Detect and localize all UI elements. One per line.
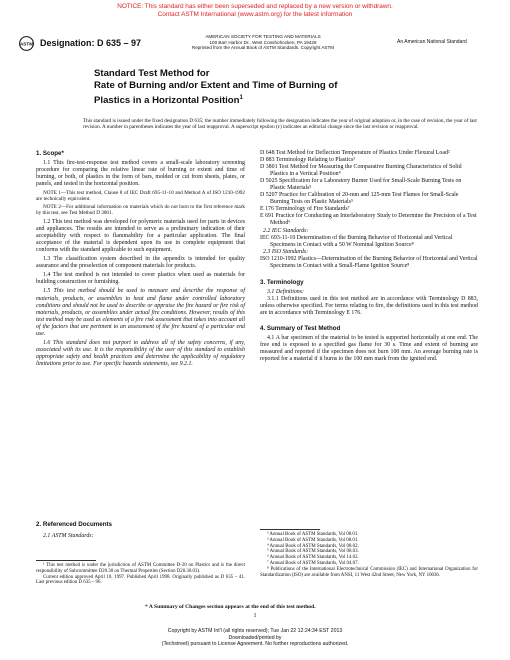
ref-d883: D 883 Terminology Relating to Plastics³ xyxy=(260,157,355,164)
title-footnote-mark: 1 xyxy=(239,95,243,102)
para-1-5: 1.5 This test method should be used to measure and describe the response of materials, products, or assemblies to heat and flame under controlled laboratory conditions and should not be used to describe or appraise the fire hazard or fire risk of materials, products, or assemblies under actual fire conditions. However, results of this test method may be used as elements of a fire risk assessment that takes into account all of the factors that are pertinent to an assessment of the fire hazard of a particular end use. xyxy=(36,288,245,337)
para-1-1: 1.1 This fire-test-response test method covers a small-scale laboratory screening procedure for comparing the relative linear rate of burning or extent and time of burning, or both, of plastics in the form of bars, molded or cut from sheets, plates, or panels, and tested in the horizontal position. xyxy=(36,160,245,188)
society-reprint: Reprinted from the Annual Book of ASTM Standards. Copyright ASTM xyxy=(191,45,335,51)
ref-e691: E 691 Practice for Conducting an Interlaboratory Study to Determine the Precision of a Test Method⁶ xyxy=(260,213,477,227)
ref-d648: D 648 Test Method for Deflection Temperature of Plastics Under Flexural Load² xyxy=(260,150,450,156)
para-3-1-1: 3.1.1 Definitions used in this test method are in accordance with Terminology D 883, unless otherwise specified. For terms relating to fire, the definitions used in this test method are in accordance with Terminology E 176. xyxy=(260,295,478,316)
note-2: NOTE 2—For additional information on materials which do not burn to the first reference mark by this test, see Test Method D 3801. xyxy=(36,203,245,216)
section-3-heading: 3. Terminology xyxy=(260,278,304,286)
astm-reference-list xyxy=(260,150,478,228)
page-number: 1 xyxy=(253,613,257,619)
designation: Designation: D 635 – 97 xyxy=(40,38,142,48)
footer-line-3: (Techstreet) pursuant to License Agreement. No further reproductions authorized. xyxy=(161,641,349,648)
note-1: NOTE 1—This test method, Clause 8 of IEC Draft 695-11-10 and Method A of ISO 1210-1992 are technically equivalent. xyxy=(36,190,245,203)
svg-text:ASTM: ASTM xyxy=(19,41,34,47)
footnote-2: ² Annual Book of ASTM Standards, Vol 08.01. xyxy=(267,532,359,537)
left-footnotes xyxy=(36,563,245,586)
footnote-7: ⁷ Annual Book of ASTM Standards, Vol 04.07. xyxy=(267,560,359,566)
notice-line-1: NOTICE: This standard has either been superseded and replaced by a new version or withdrawn. xyxy=(117,3,393,10)
society-block xyxy=(168,34,358,51)
footnote-5: ⁵ Annual Book of ASTM Standards, Vol 08.03. xyxy=(267,549,359,555)
para-4-1: 4.1 A bar specimen of the material to be tested is supported horizontally at one end. The free end is exposed to a specified gas flame for 30 s. Time and extent of burning are measured and reported if the specimen does not burn 100 mm. An average burning rate is reported for a material if it burns to the 100 mm mark from the ignited end. xyxy=(260,335,478,363)
para-1-4: 1.4 The test method is not intended to cover plastics when used as materials for building construction or furnishing. xyxy=(36,272,245,286)
footnote-6: ⁶ Annual Book of ASTM Standards, Vol 14.02. xyxy=(267,555,359,561)
left-column xyxy=(36,150,245,370)
society-name: AMERICAN SOCIETY FOR TESTING AND MATERIALS xyxy=(205,34,321,39)
issued-note: This standard is issued under the fixed designation D 635; the number immediately following the designation indicates the year of original adoption or, in the case of revision, the year of last revision. A number in parentheses indicates the year of last reapproval. A superscript epsilon (ε) indicates an editorial change since the last revision or reapproval. xyxy=(83,118,477,131)
footnote-1: ¹ This test method is under the jurisdiction of ASTM Committee D-20 on Plastics and is the direct responsibility of Subcommittee D20.30 on Thermal Properties (Section D20.30.03). xyxy=(36,563,245,574)
superseded-notice xyxy=(0,3,510,19)
footer-line-1: Copyright by ASTM Int'l (all rights reserved); Tue Jan 22 12:24:34 EST 2013 xyxy=(167,628,343,634)
right-column xyxy=(260,150,478,365)
para-1-2: 1.2 This test method was developed for polymeric materials used for parts in devices and appliances. The results are intended to serve as a preliminary indication of their acceptability with respect to flammability for a particular application. The final acceptance of the material is dependent upon its use in complete equipment that conforms with the standard applicable to such equipment. xyxy=(36,219,245,254)
iso-heading: 2.3 ISO Standards: xyxy=(263,248,309,255)
ref-iec: IEC 693-11-10 Determination of the Burning Behavior of Horizontal and Vertical Specimens in Contact with a 50 W Nominal Ignition Source⁸ xyxy=(260,234,453,248)
footnote-8: ⁸ Publications of the International Electrotechnical Commission (IEC) and International Organization for Standardization (ISO) are available from ANSI, 11 West 42nd Street, New York, NY 10036. xyxy=(260,566,478,578)
document-title xyxy=(94,68,337,108)
footnote-1b: Current edition approved April 10, 1997. Published April 1998. Originally published as D 635 – 41. Last previous edition D 635 – 96. xyxy=(36,574,245,586)
ref-d5207: D 5207 Practice for Calibration of 20-mm and 125-mm Test Flames for Small-Scale Burning Tests on Plastic Materials⁵ xyxy=(260,192,459,206)
ref-e176: E 176 Terminology of Fire Standards⁷ xyxy=(260,206,350,213)
footer-line-2: Downloaded/printed by xyxy=(228,634,282,641)
summary-of-changes-note: * A Summary of Changes section appears at the end of this test method. xyxy=(145,604,316,610)
title-line-3: Plastics in a Horizontal Position xyxy=(94,95,240,107)
section-4-heading: 4. Summary of Test Method xyxy=(260,325,341,333)
footnote-rule-left xyxy=(36,560,96,561)
title-line-2: Rate of Burning and/or Extent and Time of Burning of xyxy=(94,80,338,92)
ref-d3801: D 3801 Test Method for Measuring the Comparative Burning Characteristics of Solid Plastics in a Vertical Position⁴ xyxy=(260,164,462,178)
footnote-4: ⁴ Annual Book of ASTM Standards, Vol 08.02. xyxy=(267,543,359,549)
para-2-1: 2.1 ASTM Standards: xyxy=(43,533,94,539)
astm-logo-icon xyxy=(19,36,34,51)
ref-d5025: D 5025 Specification for a Laboratory Burner Used for Small-Scale Burning Tests on Plastic Materials⁵ xyxy=(260,178,462,192)
para-1-3: 1.3 The classification system described in the appendix is intended for quality assurance and the preselection of component materials for products. xyxy=(36,256,245,270)
notice-line-2[interactable]: Contact ASTM International (www.astm.org) for the latest information xyxy=(157,11,353,18)
section-2-heading: 2. Referenced Documents xyxy=(36,521,112,528)
ans-label: An American National Standard xyxy=(397,39,467,45)
iec-heading: 2.2 IEC Standards: xyxy=(263,227,309,234)
ref-iso: ISO 1210-1992 Plastics—Determination of the Burning Behavior of Horizontal and Vertical Specimens in Contact with a Small-Flame Ignition Source⁸ xyxy=(260,255,478,269)
title-line-1: Standard Test Method for xyxy=(94,68,210,79)
para-1-6: 1.6 This standard does not purport to address all of the safety concerns, if any, associated with its use. It is the responsibility of the user of this standard to establish appropriate safety and health practices and determine the applicability of regulatory limitations prior to use. For specific hazards statements, see 9.2.1. xyxy=(36,339,245,367)
copyright-footer xyxy=(0,628,510,648)
society-address: 100 Barr Harbor Dr., West Conshohocken, PA 19428 xyxy=(209,39,317,45)
para-3-1: 3.1 Definitions: xyxy=(267,288,304,295)
section-1-heading: 1. Scope* xyxy=(36,150,64,157)
right-footnotes xyxy=(260,532,478,578)
footnote-3: ³ Annual Book of ASTM Standards, Vol 08.01. xyxy=(267,537,359,543)
footnote-rule-right xyxy=(260,529,320,530)
